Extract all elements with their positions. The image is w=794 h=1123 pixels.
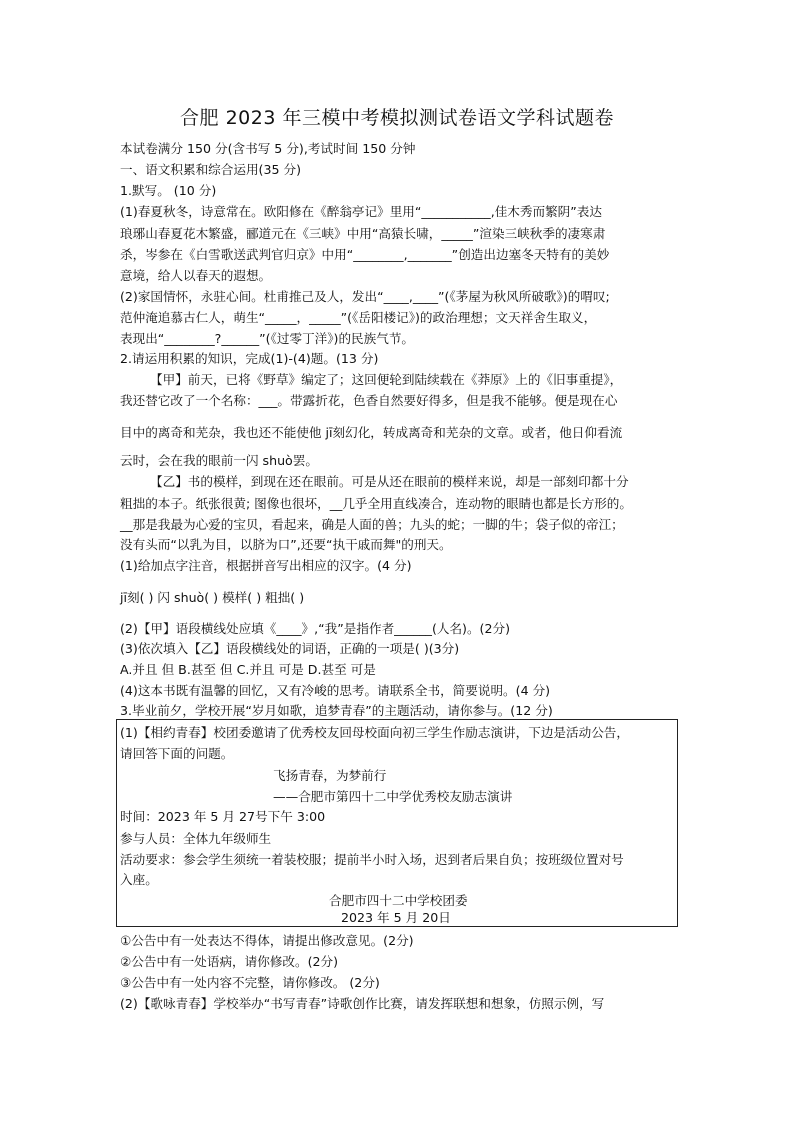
passage-line: 我还替它改了一个名称：___。带露折花，色香自然要好得多，但是我不能够。便是现在心 xyxy=(120,393,618,408)
passage-line: 目中的离奇和芜杂，我也还不能使他 jī刻幻化，转成离奇和芜杂的文章。或者，他日仰看流 xyxy=(120,425,623,440)
sub-question: (3)依次填入【乙】语段横线处的词语，正确的一项是( )(3分) xyxy=(120,641,460,656)
text-line: 范仲淹追慕古仁人，萌生“_____，_____”(《岳阳楼记》)的政治理想；文天祥舍生取义， xyxy=(120,310,597,325)
question-1: 1.默写。 (10 分) xyxy=(120,183,217,198)
sub-question: (2)【歌咏青春】学校举办“书写青春”诗歌创作比赛，请发挥联想和想象，仿照示例，写 xyxy=(120,996,605,1011)
question-3: 3.毕业前夕，学校开展“岁月如歌，追梦青春”的主题活动，请你参与。(12 分) xyxy=(120,703,553,718)
question-2: 2.请运用积累的知识，完成(1)-(4)题。(13 分) xyxy=(120,351,379,366)
exam-info: 本试卷满分 150 分(含书写 5 分),考试时间 150 分钟 xyxy=(120,141,416,156)
notice-box xyxy=(116,719,678,927)
choice-options: A.并且 但 B.甚至 但 C.并且 可是 D.甚至 可是 xyxy=(120,662,376,677)
notice-requirements: 入座。 xyxy=(120,872,158,887)
text-line: 琅琊山春夏花木繁盛，郦道元在《三峡》中用“高猿长啸，_____”渲染三峡秋季的凄寒肃 xyxy=(120,226,606,241)
page-title: 合肥 2023 年三模中考模拟测试卷语文学科试题卷 xyxy=(180,107,614,129)
notice-question: ②公告中有一处语病，请你修改。(2分) xyxy=(120,954,339,969)
notice-heading: 飞扬青春，为梦前行 xyxy=(273,768,387,783)
text-line: 杀，岑参在《白雪歌送武判官归京》中用“________,_______”创造出边塞冬天特有的美妙 xyxy=(120,247,610,262)
notice-date: 2023 年 5 月 20日 xyxy=(341,910,451,925)
passage-yi: 【乙】书的模样，到现在还在眼前。可是从还在眼前的模样来说，却是一部刻印都十分 xyxy=(150,474,629,489)
passage-line: __那是我最为心爱的宝贝，看起来，确是人面的兽；九头的蛇；一脚的牛；袋子似的帝江； xyxy=(120,517,624,532)
text-line: (1)春夏秋冬，诗意常在。欧阳修在《醉翁亭记》里用“___________,佳木秀而繁阴”表达 xyxy=(120,204,602,219)
notice-intro: 请回答下面的问题。 xyxy=(120,746,234,761)
sub-question: (2)【甲】语段横线处应填《____》,“我”是指作者______(人名)。(2分) xyxy=(120,621,510,636)
notice-intro: (1)【相约青春】校团委邀请了优秀校友回母校面向初三学生作励志演讲，下边是活动公告， xyxy=(120,725,629,740)
passage-line: 粗拙的本子。纸张很黄; 图像也很坏，__几乎全用直线凑合，连动物的眼睛也都是长方形的。 xyxy=(120,496,632,511)
passage-jia: 【甲】前天，已将《野草》编定了；这回便轮到陆续载在《莽原》上的《旧事重提》， xyxy=(150,372,623,387)
notice-requirements: 活动要求：参会学生须统一着装校服；提前半小时入场，迟到者后果自负；按班级位置对号 xyxy=(120,852,624,867)
notice-issuer: 合肥市四十二中学校团委 xyxy=(329,893,468,908)
section-heading: 一、语文积累和综合运用(35 分) xyxy=(120,162,301,177)
passage-line: 没有头而“以乳为目，以脐为口”,还要“执干戚而舞"的刑天。 xyxy=(120,537,452,552)
text-line: 表现出“________?______”(《过零丁洋》)的民族气节。 xyxy=(120,331,415,346)
notice-time: 时间：2023 年 5 月 27号下午 3:00 xyxy=(120,809,326,824)
text-line: (2)家国情怀，永驻心间。杜甫推己及人，发出“____,____”(《茅屋为秋风所破歌》)的喟叹; xyxy=(120,289,610,304)
pinyin-blanks: jī刻( ) 闪 shuò( ) 模样( ) 粗拙( ) xyxy=(120,590,305,605)
notice-question: ①公告中有一处表达不得体，请提出修改意见。(2分) xyxy=(120,933,414,948)
notice-subheading: ——合肥市第四十二中学优秀校友励志演讲 xyxy=(273,789,513,804)
notice-question: ③公告中有一处内容不完整，请你修改。 (2分) xyxy=(120,975,380,990)
sub-question: (1)给加点字注音，根据拼音写出相应的汉字。(4 分) xyxy=(120,558,412,573)
sub-question: (4)这本书既有温馨的回忆，又有冷峻的思考。请联系全书，简要说明。(4 分) xyxy=(120,683,551,698)
text-line: 意境，给人以春天的遐想。 xyxy=(120,268,272,283)
notice-participants: 参与人员：全体九年级师生 xyxy=(120,831,272,846)
passage-line: 云时，会在我的眼前一闪 shuò罢。 xyxy=(120,453,318,468)
